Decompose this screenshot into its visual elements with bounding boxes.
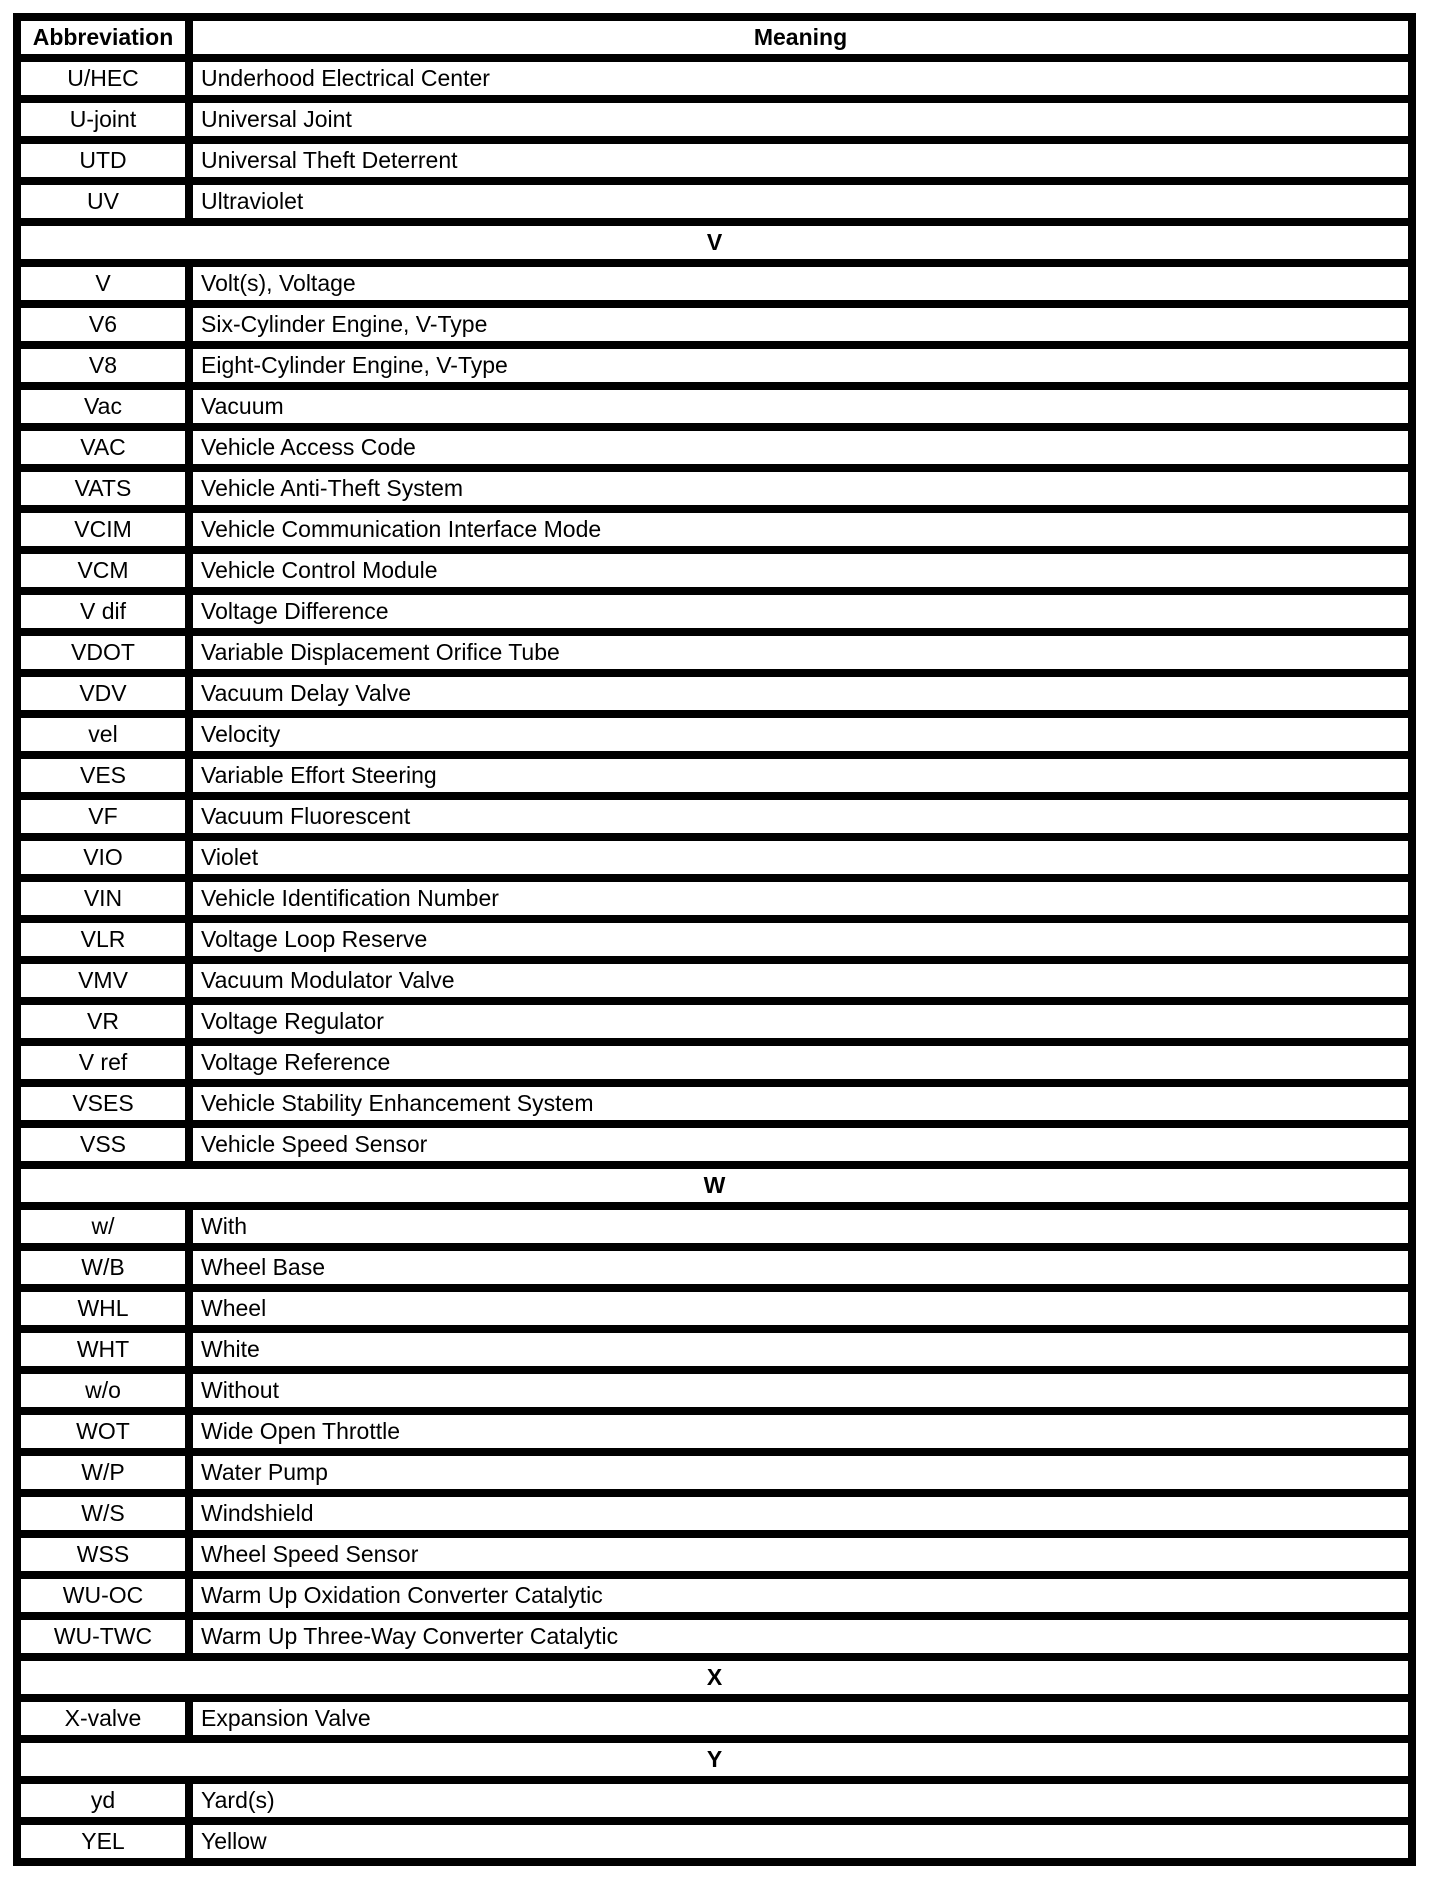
meaning-cell: Velocity [189,714,1412,755]
meaning-cell: Voltage Reference [189,1042,1412,1083]
meaning-cell: Without [189,1370,1412,1411]
abbreviation-cell: WHT [17,1329,189,1370]
table-row [17,1247,1412,1288]
meaning-cell: Yard(s) [189,1780,1412,1821]
table-row [17,1001,1412,1042]
table-row [17,1083,1412,1124]
table-row [17,1780,1412,1821]
meaning-cell: Wide Open Throttle [189,1411,1412,1452]
abbreviation-cell: VATS [17,468,189,509]
abbreviation-cell: WSS [17,1534,189,1575]
meaning-cell: Vehicle Access Code [189,427,1412,468]
section-letter: Y [17,1739,1412,1780]
meaning-cell: Voltage Loop Reserve [189,919,1412,960]
table-row [17,1370,1412,1411]
table-row [17,878,1412,919]
abbreviation-cell: UV [17,181,189,222]
meaning-cell: Vacuum Modulator Valve [189,960,1412,1001]
abbreviation-cell: VDOT [17,632,189,673]
abbreviation-cell: w/ [17,1206,189,1247]
abbreviation-cell: WOT [17,1411,189,1452]
table-row [17,755,1412,796]
abbreviation-cell: WU-TWC [17,1616,189,1657]
meaning-cell: Six-Cylinder Engine, V-Type [189,304,1412,345]
abbreviation-cell: U/HEC [17,58,189,99]
meaning-column-header: Meaning [189,17,1412,58]
section-letter: W [17,1165,1412,1206]
section-header-row [17,1739,1412,1780]
table-row [17,1493,1412,1534]
abbreviation-cell: V [17,263,189,304]
section-header-row [17,1165,1412,1206]
meaning-cell: Warm Up Three-Way Converter Catalytic [189,1616,1412,1657]
meaning-cell: Wheel Speed Sensor [189,1534,1412,1575]
abbreviation-cell: VCIM [17,509,189,550]
table-row [17,632,1412,673]
meaning-cell: Vehicle Speed Sensor [189,1124,1412,1165]
meaning-cell: Vacuum Fluorescent [189,796,1412,837]
meaning-cell: Eight-Cylinder Engine, V-Type [189,345,1412,386]
abbreviation-cell: VR [17,1001,189,1042]
table-row [17,1411,1412,1452]
table-row [17,58,1412,99]
table-row [17,550,1412,591]
table-row [17,1206,1412,1247]
table-row [17,919,1412,960]
table-row [17,1288,1412,1329]
abbreviation-cell: VIO [17,837,189,878]
abbreviation-column-header: Abbreviation [17,17,189,58]
abbreviation-cell: vel [17,714,189,755]
meaning-cell: Vehicle Identification Number [189,878,1412,919]
table-row [17,304,1412,345]
meaning-cell: Ultraviolet [189,181,1412,222]
table-row [17,1124,1412,1165]
abbreviation-cell: V8 [17,345,189,386]
abbreviation-cell: VF [17,796,189,837]
meaning-cell: Violet [189,837,1412,878]
table-row [17,181,1412,222]
meaning-cell: Universal Joint [189,99,1412,140]
table-row [17,591,1412,632]
table-row [17,1616,1412,1657]
abbreviation-cell: w/o [17,1370,189,1411]
table-row [17,140,1412,181]
abbreviation-cell: V dif [17,591,189,632]
section-letter: X [17,1657,1412,1698]
meaning-cell: Variable Displacement Orifice Tube [189,632,1412,673]
abbreviation-cell: WHL [17,1288,189,1329]
table-row [17,673,1412,714]
meaning-cell: Voltage Difference [189,591,1412,632]
table-row [17,1821,1412,1862]
abbreviation-cell: W/P [17,1452,189,1493]
table-row [17,386,1412,427]
meaning-cell: Vehicle Communication Interface Mode [189,509,1412,550]
abbreviation-cell: W/S [17,1493,189,1534]
abbreviation-cell: VDV [17,673,189,714]
meaning-cell: Voltage Regulator [189,1001,1412,1042]
table-row [17,1452,1412,1493]
meaning-cell: Windshield [189,1493,1412,1534]
table-row [17,1329,1412,1370]
section-header-row [17,222,1412,263]
table-row [17,509,1412,550]
abbreviation-cell: yd [17,1780,189,1821]
abbreviation-cell: X-valve [17,1698,189,1739]
abbreviation-cell: VMV [17,960,189,1001]
table-row [17,1698,1412,1739]
meaning-cell: Water Pump [189,1452,1412,1493]
meaning-cell: Vehicle Anti-Theft System [189,468,1412,509]
table-row [17,99,1412,140]
table-header [17,17,1412,58]
abbreviation-cell: YEL [17,1821,189,1862]
table-row [17,263,1412,304]
meaning-cell: White [189,1329,1412,1370]
table-row [17,1042,1412,1083]
abbreviation-cell: VES [17,755,189,796]
section-letter: V [17,222,1412,263]
meaning-cell: Yellow [189,1821,1412,1862]
header-row [17,17,1412,58]
meaning-cell: Vehicle Stability Enhancement System [189,1083,1412,1124]
abbreviation-cell: VIN [17,878,189,919]
table-row [17,714,1412,755]
table-row [17,1534,1412,1575]
meaning-cell: Vehicle Control Module [189,550,1412,591]
meaning-cell: Vacuum Delay Valve [189,673,1412,714]
abbreviation-table [13,13,1416,1866]
meaning-cell: Volt(s), Voltage [189,263,1412,304]
table-row [17,796,1412,837]
abbreviation-cell: UTD [17,140,189,181]
abbreviation-cell: V6 [17,304,189,345]
abbreviation-cell: VSES [17,1083,189,1124]
meaning-cell: Wheel Base [189,1247,1412,1288]
abbreviation-cell: VLR [17,919,189,960]
table-body [17,58,1412,1862]
abbreviation-cell: V ref [17,1042,189,1083]
abbreviation-cell: U-joint [17,99,189,140]
meaning-cell: Variable Effort Steering [189,755,1412,796]
abbreviation-cell: WU-OC [17,1575,189,1616]
table-row [17,468,1412,509]
section-header-row [17,1657,1412,1698]
meaning-cell: With [189,1206,1412,1247]
meaning-cell: Universal Theft Deterrent [189,140,1412,181]
meaning-cell: Wheel [189,1288,1412,1329]
abbreviation-cell: W/B [17,1247,189,1288]
meaning-cell: Expansion Valve [189,1698,1412,1739]
abbreviation-cell: VCM [17,550,189,591]
abbreviation-cell: VAC [17,427,189,468]
table-row [17,837,1412,878]
meaning-cell: Warm Up Oxidation Converter Catalytic [189,1575,1412,1616]
abbreviation-cell: VSS [17,1124,189,1165]
table-row [17,1575,1412,1616]
meaning-cell: Underhood Electrical Center [189,58,1412,99]
meaning-cell: Vacuum [189,386,1412,427]
table-row [17,345,1412,386]
table-row [17,960,1412,1001]
table-row [17,427,1412,468]
abbreviation-cell: Vac [17,386,189,427]
